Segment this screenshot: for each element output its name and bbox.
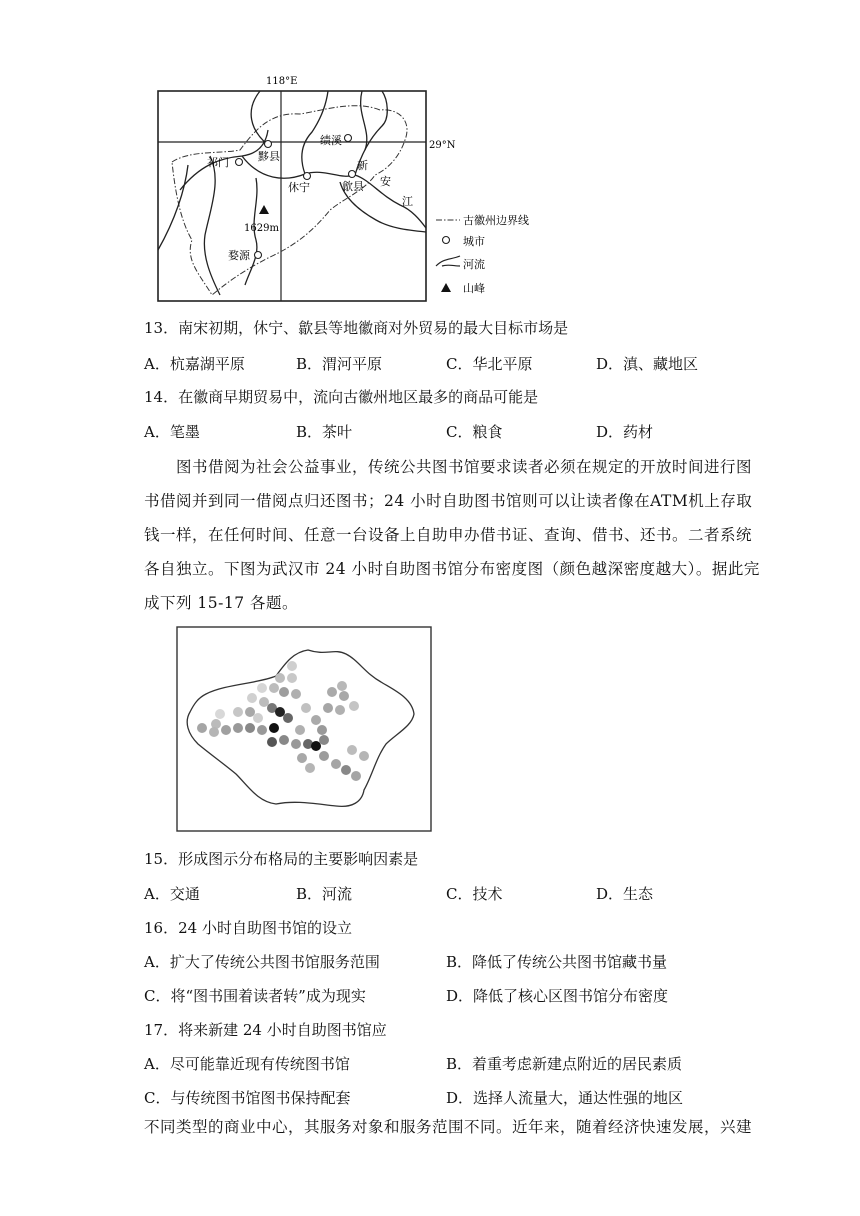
q17-option-a[interactable]: A．尽可能靠近现有传统图书馆 <box>144 1055 350 1073</box>
city-yixian-label: 黟县 <box>258 150 280 163</box>
city-jixi-label: 绩溪 <box>320 134 342 147</box>
q15-stem: 15．形成图示分布格局的主要影响因素是 <box>144 850 419 868</box>
city-xiuning-marker <box>304 173 311 180</box>
q13-option-b[interactable]: B．渭河平原 <box>296 355 383 373</box>
q16-option-a[interactable]: A．扩大了传统公共图书馆服务范围 <box>144 953 380 971</box>
q17-option-c[interactable]: C．与传统图书馆图书保持配套 <box>144 1089 351 1107</box>
q17-option-d[interactable]: D．选择人流量大，通达性强的地区 <box>446 1089 684 1107</box>
passage-line-1: 图书借阅为社会公益事业，传统公共图书馆要求读者必须在规定的开放时间进行图 <box>176 458 753 476</box>
q13-option-d[interactable]: D．滇、藏地区 <box>596 355 699 373</box>
legend-peak-symbol <box>441 283 451 292</box>
q14-option-d[interactable]: D．药材 <box>596 423 654 441</box>
map-legend <box>436 213 529 295</box>
river-char-1: 新 <box>357 159 368 172</box>
river-char-2: 安 <box>380 175 391 188</box>
wuhan-density-svg <box>176 626 432 832</box>
huizhou-boundary <box>172 106 407 295</box>
q14-option-c[interactable]: C．粮食 <box>446 423 503 441</box>
legend-river-label: 河流 <box>463 258 485 271</box>
city-shexian-marker <box>349 171 356 178</box>
city-qimen-marker <box>236 159 243 166</box>
legend-boundary-label: 古徽州边界线 <box>463 214 529 227</box>
q16-option-d[interactable]: D．降低了核心区图书馆分布密度 <box>446 987 669 1005</box>
lon-label: 118°E <box>266 76 298 87</box>
lat-label: 29°N <box>429 140 456 151</box>
q17-stem: 17．将来新建 24 小时自助图书馆应 <box>144 1021 387 1039</box>
passage-line-5: 成下列 15-17 各题。 <box>144 594 299 612</box>
legend-city-label: 城市 <box>463 235 485 248</box>
q14-stem: 14．在徽商早期贸易中，流向古徽州地区最多的商品可能是 <box>144 388 539 406</box>
city-qimen-label: 祁门 <box>207 156 229 169</box>
q13-stem: 13．南宋初期，休宁、歙县等地徽商对外贸易的最大目标市场是 <box>144 319 569 337</box>
q13-option-c[interactable]: C．华北平原 <box>446 355 533 373</box>
city-jixi-marker <box>345 135 352 142</box>
city-xiuning-label: 休宁 <box>288 181 310 194</box>
passage-line-4: 各自独立。下图为武汉市 24 小时自助图书馆分布密度图（颜色越深密度越大）。据此完 <box>144 560 760 578</box>
wuhan-density-map <box>176 626 432 832</box>
huizhou-map <box>150 70 530 310</box>
legend-peak-label: 山峰 <box>463 282 485 295</box>
q15-option-c[interactable]: C．技术 <box>446 885 503 903</box>
q14-option-a[interactable]: A．笔墨 <box>144 423 200 441</box>
peak-icon <box>259 205 269 214</box>
city-wuyuan-label: 婺源 <box>228 249 250 262</box>
river-char-3: 江 <box>402 195 413 208</box>
city-wuyuan-marker <box>255 252 262 259</box>
q15-option-d[interactable]: D．生态 <box>596 885 654 903</box>
q16-option-c[interactable]: C．将“图书围着读者转”成为现实 <box>144 987 366 1005</box>
trailing-paragraph: 不同类型的商业中心，其服务对象和服务范围不同。近年来，随着经济快速发展，兴建 <box>144 1118 753 1136</box>
q16-option-b[interactable]: B．降低了传统公共图书馆藏书量 <box>446 953 668 971</box>
city-shexian-label: 歙县 <box>342 180 364 193</box>
passage-line-2: 书借阅并到同一借阅点归还图书；24 小时自助图书馆则可以让读者像在ATM机上存取 <box>144 492 753 510</box>
q14-option-b[interactable]: B．茶叶 <box>296 423 353 441</box>
q16-stem: 16．24 小时自助图书馆的设立 <box>144 919 352 937</box>
q17-option-b[interactable]: B．着重考虑新建点附近的居民素质 <box>446 1055 683 1073</box>
q15-option-a[interactable]: A．交通 <box>144 885 200 903</box>
passage-line-3: 钱一样，在任何时间、任意一台设备上自助申办借书证、查询、借书、还书。二者系统 <box>144 526 753 544</box>
q13-option-a[interactable]: A．杭嘉湖平原 <box>144 355 245 373</box>
city-yixian-marker <box>265 141 272 148</box>
legend-river-symbol <box>436 256 460 266</box>
legend-city-symbol <box>443 237 450 244</box>
huizhou-map-svg <box>150 70 530 310</box>
q15-option-b[interactable]: B．河流 <box>296 885 353 903</box>
peak-label: 1629m <box>244 223 279 234</box>
